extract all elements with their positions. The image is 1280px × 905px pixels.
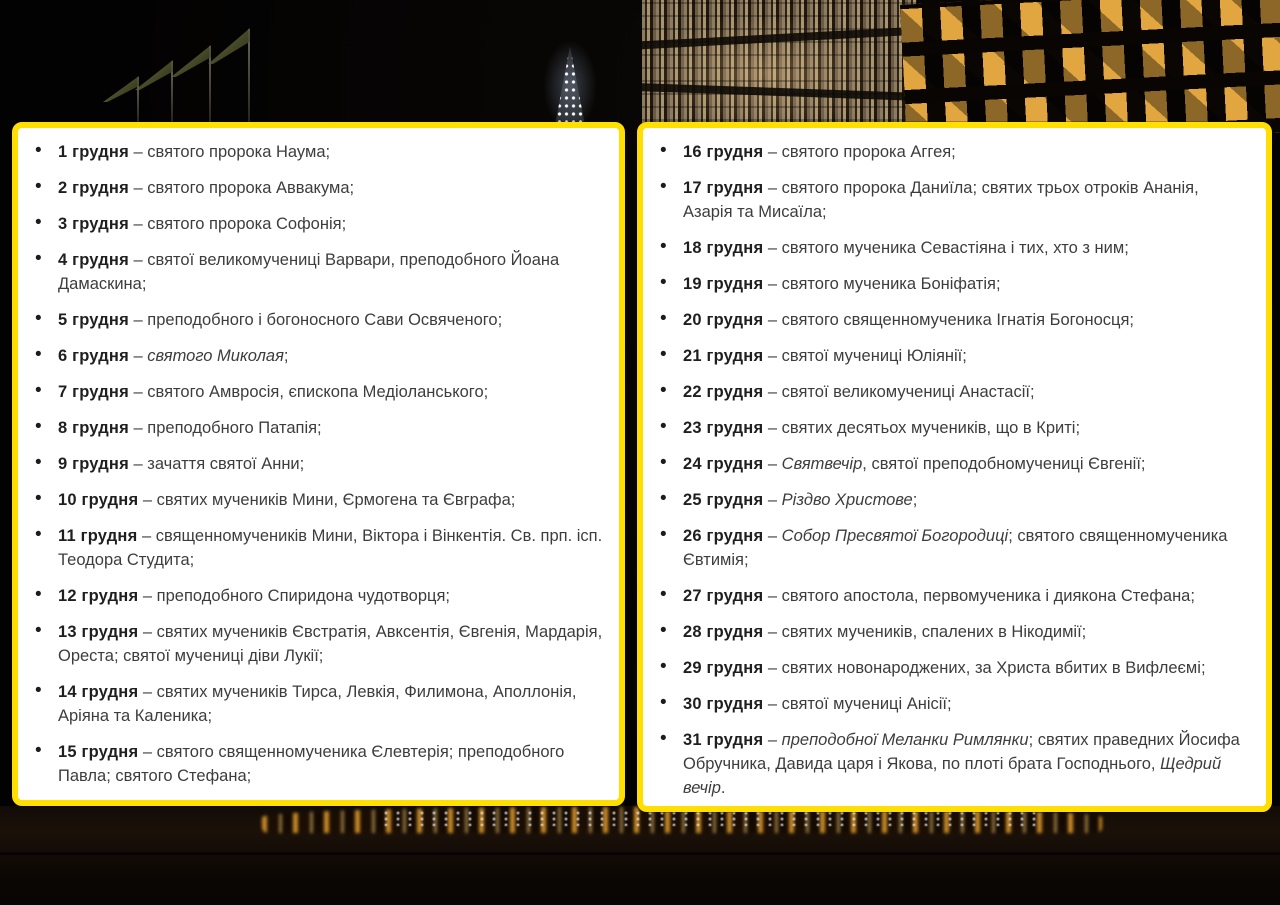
dash-separator: –: [128, 215, 148, 233]
feast-name: преподобної Меланки Римлянки: [781, 731, 1029, 749]
entry-date: 1 грудня: [58, 143, 129, 161]
entry-date: 14 грудня: [58, 683, 139, 701]
sparkle-lights: [380, 810, 1040, 826]
calendar-entry: [643, 584, 1252, 608]
entry-date: 21 грудня: [683, 347, 764, 365]
entry-description: святих новонароджених, за Христа вбитих в Вифлеємі;: [781, 659, 1206, 677]
calendar-entry: [643, 380, 1252, 404]
saints-list-dec-1-15: [18, 140, 605, 788]
entry-description: святого пророка Софонія;: [147, 215, 347, 233]
entry-description: святої великомучениці Анастасії;: [781, 383, 1035, 401]
flag-pole: [248, 29, 250, 122]
feast-name: Святвечір: [781, 455, 863, 473]
calendar-entry: [18, 488, 605, 512]
calendar-entry: [18, 212, 605, 236]
entry-description: преподобного Спиридона чудотворця;: [156, 587, 451, 605]
dash-separator: –: [763, 179, 782, 197]
entry-description: ;: [283, 347, 289, 365]
entry-date: 17 грудня: [683, 179, 764, 197]
dash-separator: –: [763, 455, 782, 473]
entry-description: святого апостола, первомученика і диякона Стефана;: [781, 587, 1195, 605]
calendar-card-dec-1-15: [12, 122, 625, 806]
entry-description: святого пророка Даниїла; святих трьох отроків Ананія, Азарія та Мисаїла;: [683, 179, 1199, 221]
dash-separator: –: [128, 251, 148, 269]
calendar-entry: [643, 236, 1252, 260]
entry-date: 26 грудня: [683, 527, 764, 545]
dash-separator: –: [137, 527, 156, 545]
entry-description: святих мучеників Євстратія, Авксентія, Євгенія, Мардарія, Ореста; святої мучениці діви Лукії;: [58, 623, 603, 665]
entry-description: святих мучеників Тирса, Левкія, Филимона, Аполлонія, Аріяна та Каленика;: [58, 683, 577, 725]
calendar-entry: [643, 308, 1252, 332]
feast-name: святого Миколая: [147, 347, 284, 365]
entry-description: святого священномученика Єлевтерія; преподобного Павла; святого Стефана;: [58, 743, 565, 785]
entry-date: 16 грудня: [683, 143, 764, 161]
entry-date: 29 грудня: [683, 659, 764, 677]
calendar-entry: [643, 176, 1252, 224]
calendar-entry: [643, 416, 1252, 440]
entry-description: ; святого священномученика Євтимія;: [683, 527, 1228, 569]
dash-separator: –: [763, 143, 782, 161]
dash-separator: –: [763, 587, 782, 605]
dash-separator: –: [128, 455, 148, 473]
entry-date: 24 грудня: [683, 455, 764, 473]
dash-separator: –: [763, 275, 782, 293]
calendar-entry: [18, 452, 605, 476]
calendar-entry: [643, 272, 1252, 296]
entry-description: святого пророка Аввакума;: [147, 179, 355, 197]
dash-separator: –: [763, 383, 782, 401]
calendar-entry: [643, 728, 1252, 800]
dash-separator: –: [763, 311, 782, 329]
entry-date: 30 грудня: [683, 695, 764, 713]
dash-separator: –: [763, 419, 782, 437]
entry-date: 9 грудня: [58, 455, 129, 473]
calendar-entry: [18, 524, 605, 572]
entry-description: святих десятьох мучеників, що в Криті;: [781, 419, 1081, 437]
entry-date: 10 грудня: [58, 491, 139, 509]
entry-description: святого священномученика Ігнатія Богоносця;: [781, 311, 1134, 329]
entry-date: 31 грудня: [683, 731, 764, 749]
entry-description: святих мучеників Мини, Єрмогена та Євграфа;: [156, 491, 516, 509]
entry-date: 20 грудня: [683, 311, 764, 329]
calendar-entry: [643, 656, 1252, 680]
calendar-entry: [643, 620, 1252, 644]
entry-date: 28 грудня: [683, 623, 764, 641]
dash-separator: –: [128, 179, 148, 197]
entry-description: святого Амвросія, єпископа Медіоланського;: [147, 383, 489, 401]
calendar-entry: [18, 140, 605, 164]
entry-description: зачаття святої Анни;: [147, 455, 305, 473]
illuminated-tower: [642, 0, 917, 134]
calendar-entry: [18, 740, 605, 788]
entry-description: ; святих праведних Йосифа Обручника, Давида царя і Якова, по плоті брата Господнього,: [683, 731, 1240, 773]
entry-description: святих мучеників, спалених в Нікодимії;: [781, 623, 1087, 641]
entry-description: святого пророка Наума;: [147, 143, 331, 161]
entry-description: священномучеників Мини, Віктора і Вінкентія. Св. прп. ісп. Теодора Студита;: [58, 527, 603, 569]
calendar-entry: [643, 488, 1252, 512]
entry-date: 23 грудня: [683, 419, 764, 437]
entry-description: святого пророка Аггея;: [781, 143, 956, 161]
feast-name: Щедрий вечір: [683, 755, 1222, 797]
entry-date: 18 грудня: [683, 239, 764, 257]
entry-date: 11 грудня: [58, 527, 138, 545]
dash-separator: –: [138, 491, 157, 509]
dash-separator: –: [763, 695, 782, 713]
dash-separator: –: [138, 683, 157, 701]
calendar-entry: [643, 344, 1252, 368]
entry-description: преподобного Патапія;: [147, 419, 322, 437]
entry-date: 15 грудня: [58, 743, 139, 761]
dash-separator: –: [128, 383, 148, 401]
entry-description: святої мучениці Юліянії;: [781, 347, 967, 365]
dash-separator: –: [138, 587, 157, 605]
dash-separator: –: [138, 623, 157, 641]
dash-separator: –: [128, 419, 148, 437]
entry-description: святої великомучениці Варвари, преподобного Йоана Дамаскина;: [58, 251, 560, 293]
entry-date: 7 грудня: [58, 383, 129, 401]
entry-date: 25 грудня: [683, 491, 764, 509]
calendar-entry: [18, 176, 605, 200]
calendar-entry: [643, 140, 1252, 164]
entry-date: 5 грудня: [58, 311, 129, 329]
entry-description: .: [720, 779, 726, 797]
dash-separator: –: [763, 623, 782, 641]
calendar-entry: [18, 620, 605, 668]
entry-date: 3 грудня: [58, 215, 129, 233]
calendar-entry: [18, 380, 605, 404]
dash-separator: –: [763, 491, 782, 509]
calendar-entry: [18, 416, 605, 440]
dash-separator: –: [763, 527, 782, 545]
entry-date: 12 грудня: [58, 587, 139, 605]
feast-name: Різдво Христове: [781, 491, 913, 509]
entry-date: 8 грудня: [58, 419, 129, 437]
calendar-card-dec-16-31: [637, 122, 1272, 812]
entry-description: святої мучениці Анісії;: [781, 695, 952, 713]
entry-description: преподобного і богоносного Сави Освяченого;: [147, 311, 503, 329]
entry-description: ;: [912, 491, 918, 509]
dash-separator: –: [763, 731, 782, 749]
dash-separator: –: [763, 347, 782, 365]
calendar-entry: [18, 680, 605, 728]
calendar-entry: [18, 308, 605, 332]
calendar-entry: [643, 692, 1252, 716]
entry-description: , святої преподобномучениці Євгенії;: [862, 455, 1146, 473]
entry-date: 2 грудня: [58, 179, 129, 197]
entry-date: 27 грудня: [683, 587, 764, 605]
dash-separator: –: [128, 311, 148, 329]
dash-separator: –: [128, 347, 148, 365]
entry-date: 19 грудня: [683, 275, 764, 293]
calendar-entry: [18, 248, 605, 296]
saints-list-dec-16-31: [643, 140, 1252, 800]
entry-description: святого мученика Севастіяна і тих, хто з ним;: [781, 239, 1129, 257]
entry-date: 4 грудня: [58, 251, 129, 269]
dash-separator: –: [763, 659, 782, 677]
entry-date: 6 грудня: [58, 347, 129, 365]
dash-separator: –: [138, 743, 157, 761]
calendar-entry: [18, 584, 605, 608]
dash-separator: –: [763, 239, 782, 257]
ledge-shadow: [0, 852, 1280, 855]
calendar-entry: [18, 344, 605, 368]
entry-date: 13 грудня: [58, 623, 139, 641]
feast-name: Собор Пресвятої Богородиці: [781, 527, 1009, 545]
calendar-entry: [643, 524, 1252, 572]
entry-description: святого мученика Боніфатія;: [781, 275, 1001, 293]
dash-separator: –: [128, 143, 148, 161]
calendar-entry: [643, 452, 1252, 476]
entry-date: 22 грудня: [683, 383, 764, 401]
